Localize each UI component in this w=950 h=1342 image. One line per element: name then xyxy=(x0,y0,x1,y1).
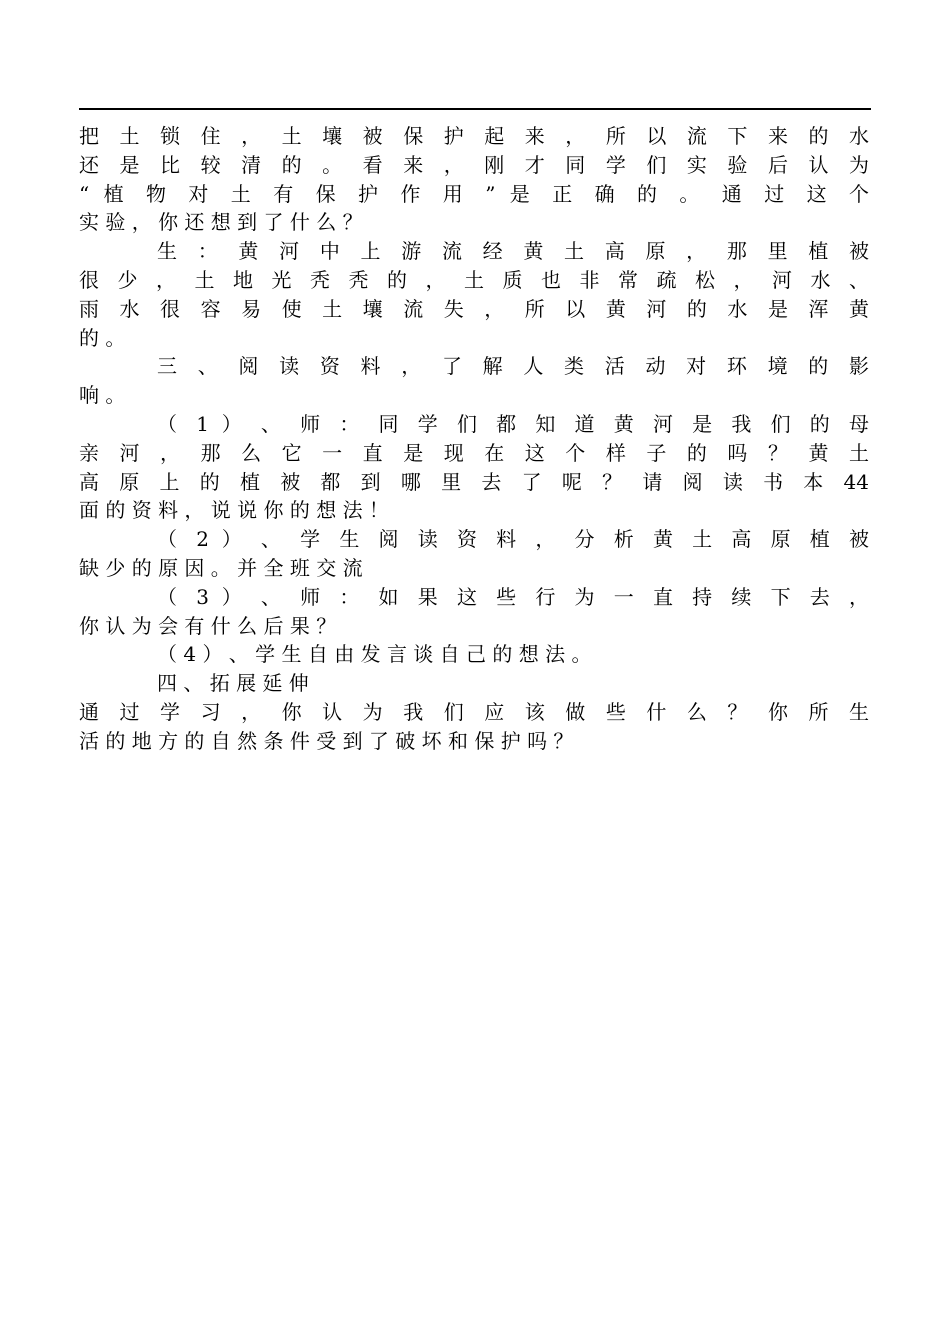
text-line: （ 3 ） 、 师 ： 如 果 这 些 行 为 一 直 持 续 下 去 ， xyxy=(157,584,869,609)
text-line: 面 的 资 料 ， 说 说 你 的 想 法 ！ xyxy=(79,498,389,523)
text-line: 实 验 ， 你 还 想 到 了 什 么 ？ xyxy=(79,210,363,235)
text-line: 把 土 锁 住 ， 土 壤 被 保 护 起 来 ， 所 以 流 下 来 的 水 xyxy=(79,124,869,148)
document-body xyxy=(79,122,869,756)
text-line: 的 。 xyxy=(79,325,126,350)
text-line: 高 原 上 的 植 被 都 到 哪 里 去 了 呢 ？ 请 阅 读 书 本 44 xyxy=(79,469,869,494)
text-line: 三 、 阅 读 资 料 ， 了 解 人 类 活 动 对 环 境 的 影 xyxy=(157,354,869,379)
text-line: 你 认 为 会 有 什 么 后 果 ？ xyxy=(79,613,337,638)
text-line: （ 2 ） 、 学 生 阅 读 资 料 ， 分 析 黄 土 高 原 植 被 xyxy=(157,527,869,552)
text-line: “ 植 物 对 土 有 保 护 作 用 ” 是 正 确 的 。 通 过 这 个 xyxy=(79,181,869,206)
section-heading: 四 、 拓 展 延 伸 xyxy=(157,671,309,696)
text-line: 活 的 地 方 的 自 然 条 件 受 到 了 破 坏 和 保 护 吗 ？ xyxy=(79,728,574,753)
text-line: 还 是 比 较 清 的 。 看 来 ， 刚 才 同 学 们 实 验 后 认 为 xyxy=(79,152,869,177)
text-line: 响 。 xyxy=(79,383,126,408)
text-line: 通 过 学 习 ， 你 认 为 我 们 应 该 做 些 什 么 ？ 你 所 生 xyxy=(79,699,869,724)
text-line: （ 4 ） 、 学 生 自 由 发 言 谈 自 己 的 想 法 。 xyxy=(157,642,592,667)
text-line: 雨 水 很 容 易 使 土 壤 流 失 ， 所 以 黄 河 的 水 是 浑 黄 xyxy=(79,296,869,321)
text-line: 很 少 ， 土 地 光 秃 秃 的 ， 土 质 也 非 常 疏 松 ， 河 水 、 xyxy=(79,267,869,292)
header-rule xyxy=(79,108,871,110)
text-line: 亲 河 ， 那 么 它 一 直 是 现 在 这 个 样 子 的 吗 ？ 黄 土 xyxy=(79,440,869,465)
text-line: 生 ： 黄 河 中 上 游 流 经 黄 土 高 原 ， 那 里 植 被 xyxy=(157,239,869,264)
text-line: 缺 少 的 原 因 。 并 全 班 交 流 xyxy=(79,555,363,580)
text-line: （ 1 ） 、 师 ： 同 学 们 都 知 道 黄 河 是 我 们 的 母 xyxy=(157,411,869,436)
